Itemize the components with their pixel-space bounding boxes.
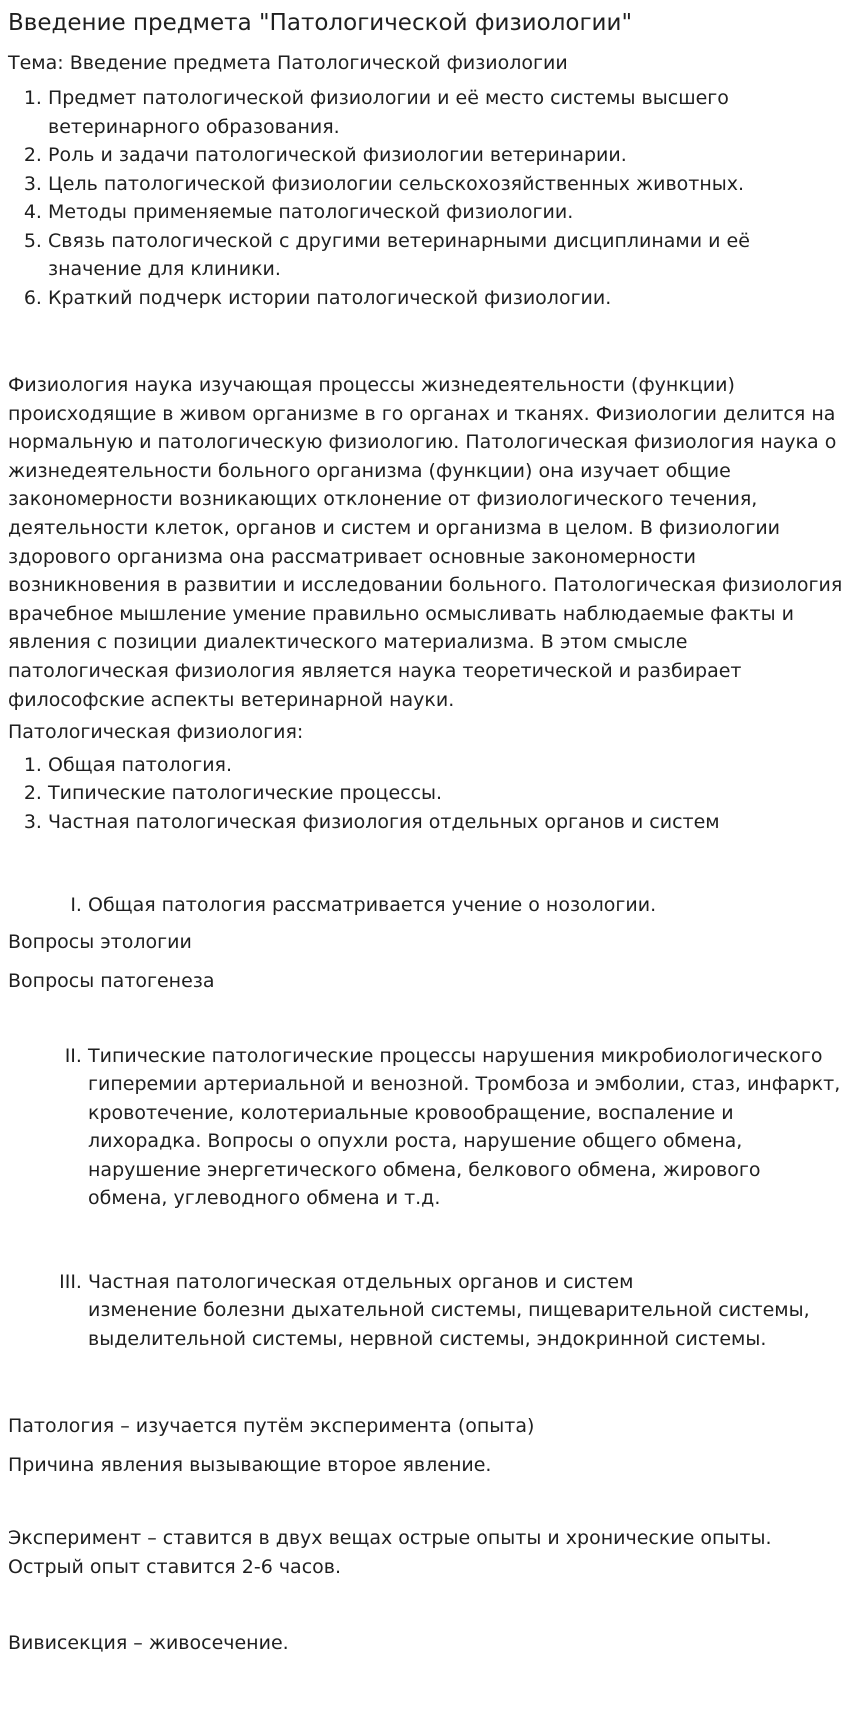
topics-list-item-6: 6. Краткий подчерк истории патологической физиологии. [48, 284, 843, 313]
topics-list-item-5: 5. Связь патологической с другими ветеринарными дисциплинами и её значение для клиники. [48, 227, 843, 284]
topics-list [8, 84, 843, 312]
topic-line: Тема: Введение предмета Патологической физиологии [8, 52, 568, 74]
spacer [8, 1213, 843, 1268]
roman-item-typical-processes: II. Типические патологические процессы нарушения микробиологического гиперемии артериальной и венозной. Тромбоза и эмболии, стаз, инфаркт, кровотечение, колотериальные кровообращение, воспаление и лихорадка. Вопросы о опухли роста, нарушение общего обмена, нарушение энергетического обмена, белкового обмена, жирового обмена, углеводного обмена и т.д. [88, 1042, 843, 1213]
topics-list-item-3: 3. Цель патологической физиологии сельскохозяйственных животных. [48, 170, 843, 199]
cause-line: Причина явления вызывающие второе явление. [8, 1454, 492, 1477]
document-title: Введение предмета "Патологической физиологии" [8, 10, 633, 36]
sections-list-item-1: 1. Общая патология. [48, 751, 843, 780]
spacer [8, 1581, 843, 1629]
sections-heading: Патологическая физиология: [8, 721, 304, 744]
sections-list [8, 751, 843, 837]
roman-list-3 [8, 1268, 843, 1354]
roman-item-3-line1: Частная патологическая отдельных органов и систем [88, 1270, 634, 1293]
spacer [8, 312, 843, 366]
roman-item-3-line2: изменение болезни дыхательной системы, пищеварительной системы, выделительной системы, нервной системы, эндокринной системы. [88, 1299, 810, 1350]
intro-paragraph: Физиология наука изучающая процессы жизнедеятельности (функции) происходящие в живом организме в го органах и тканях. Физиологии делится на нормальную и патологическую физиологию. Патологическая физиология наука о жизнедеятельности больного организма (функции) она изучает общие закономерности возникающих отклонение от физиологического течения, деятельности клеток, органов и систем и организма в целом. В физиологии здорового организма она рассматривает основные закономерности возникновения в развитии и исследовании больного. Патологическая физиология врачебное мышление умение правильно осмысливать наблюдаемые факты и явления с позиции диалектического материализма. В этом смысле патологическая физиология является наука теоретической и разбирает философские аспекты ветеринарной науки. [8, 374, 843, 711]
spacer [8, 1002, 843, 1042]
roman-item-private-pathology [88, 1268, 843, 1354]
roman-list-1 [8, 891, 843, 920]
spacer [8, 1353, 843, 1408]
sections-list-item-3: 3. Частная патологическая физиология отдельных органов и систем [48, 808, 843, 837]
sections-list-item-2: 2. Типические патологические процессы. [48, 779, 843, 808]
spacer [8, 836, 843, 891]
question-pathogenesis: Вопросы патогенеза [8, 969, 215, 992]
roman-item-general-pathology: I. Общая патология рассматривается учение о нозологии. [88, 891, 843, 920]
topics-list-item-1: 1. Предмет патологической физиологии и её место системы высшего ветеринарного образования. [48, 84, 843, 141]
experiment-paragraph: Эксперимент – ставится в двух вещах острые опыты и хронические опыты. Острый опыт ставится 2-6 часов. [8, 1527, 772, 1578]
pathology-line: Патология – изучается путём эксперимента (опыта) [8, 1415, 535, 1438]
topics-list-item-4: 4. Методы применяемые патологической физиологии. [48, 198, 843, 227]
spacer [8, 1486, 843, 1524]
roman-list-2 [8, 1042, 843, 1213]
topics-list-item-2: 2. Роль и задачи патологической физиологии ветеринарии. [48, 141, 843, 170]
question-etiology: Вопросы этологии [8, 930, 192, 953]
vivisection-line: Вивисекция – живосечение. [8, 1632, 289, 1655]
